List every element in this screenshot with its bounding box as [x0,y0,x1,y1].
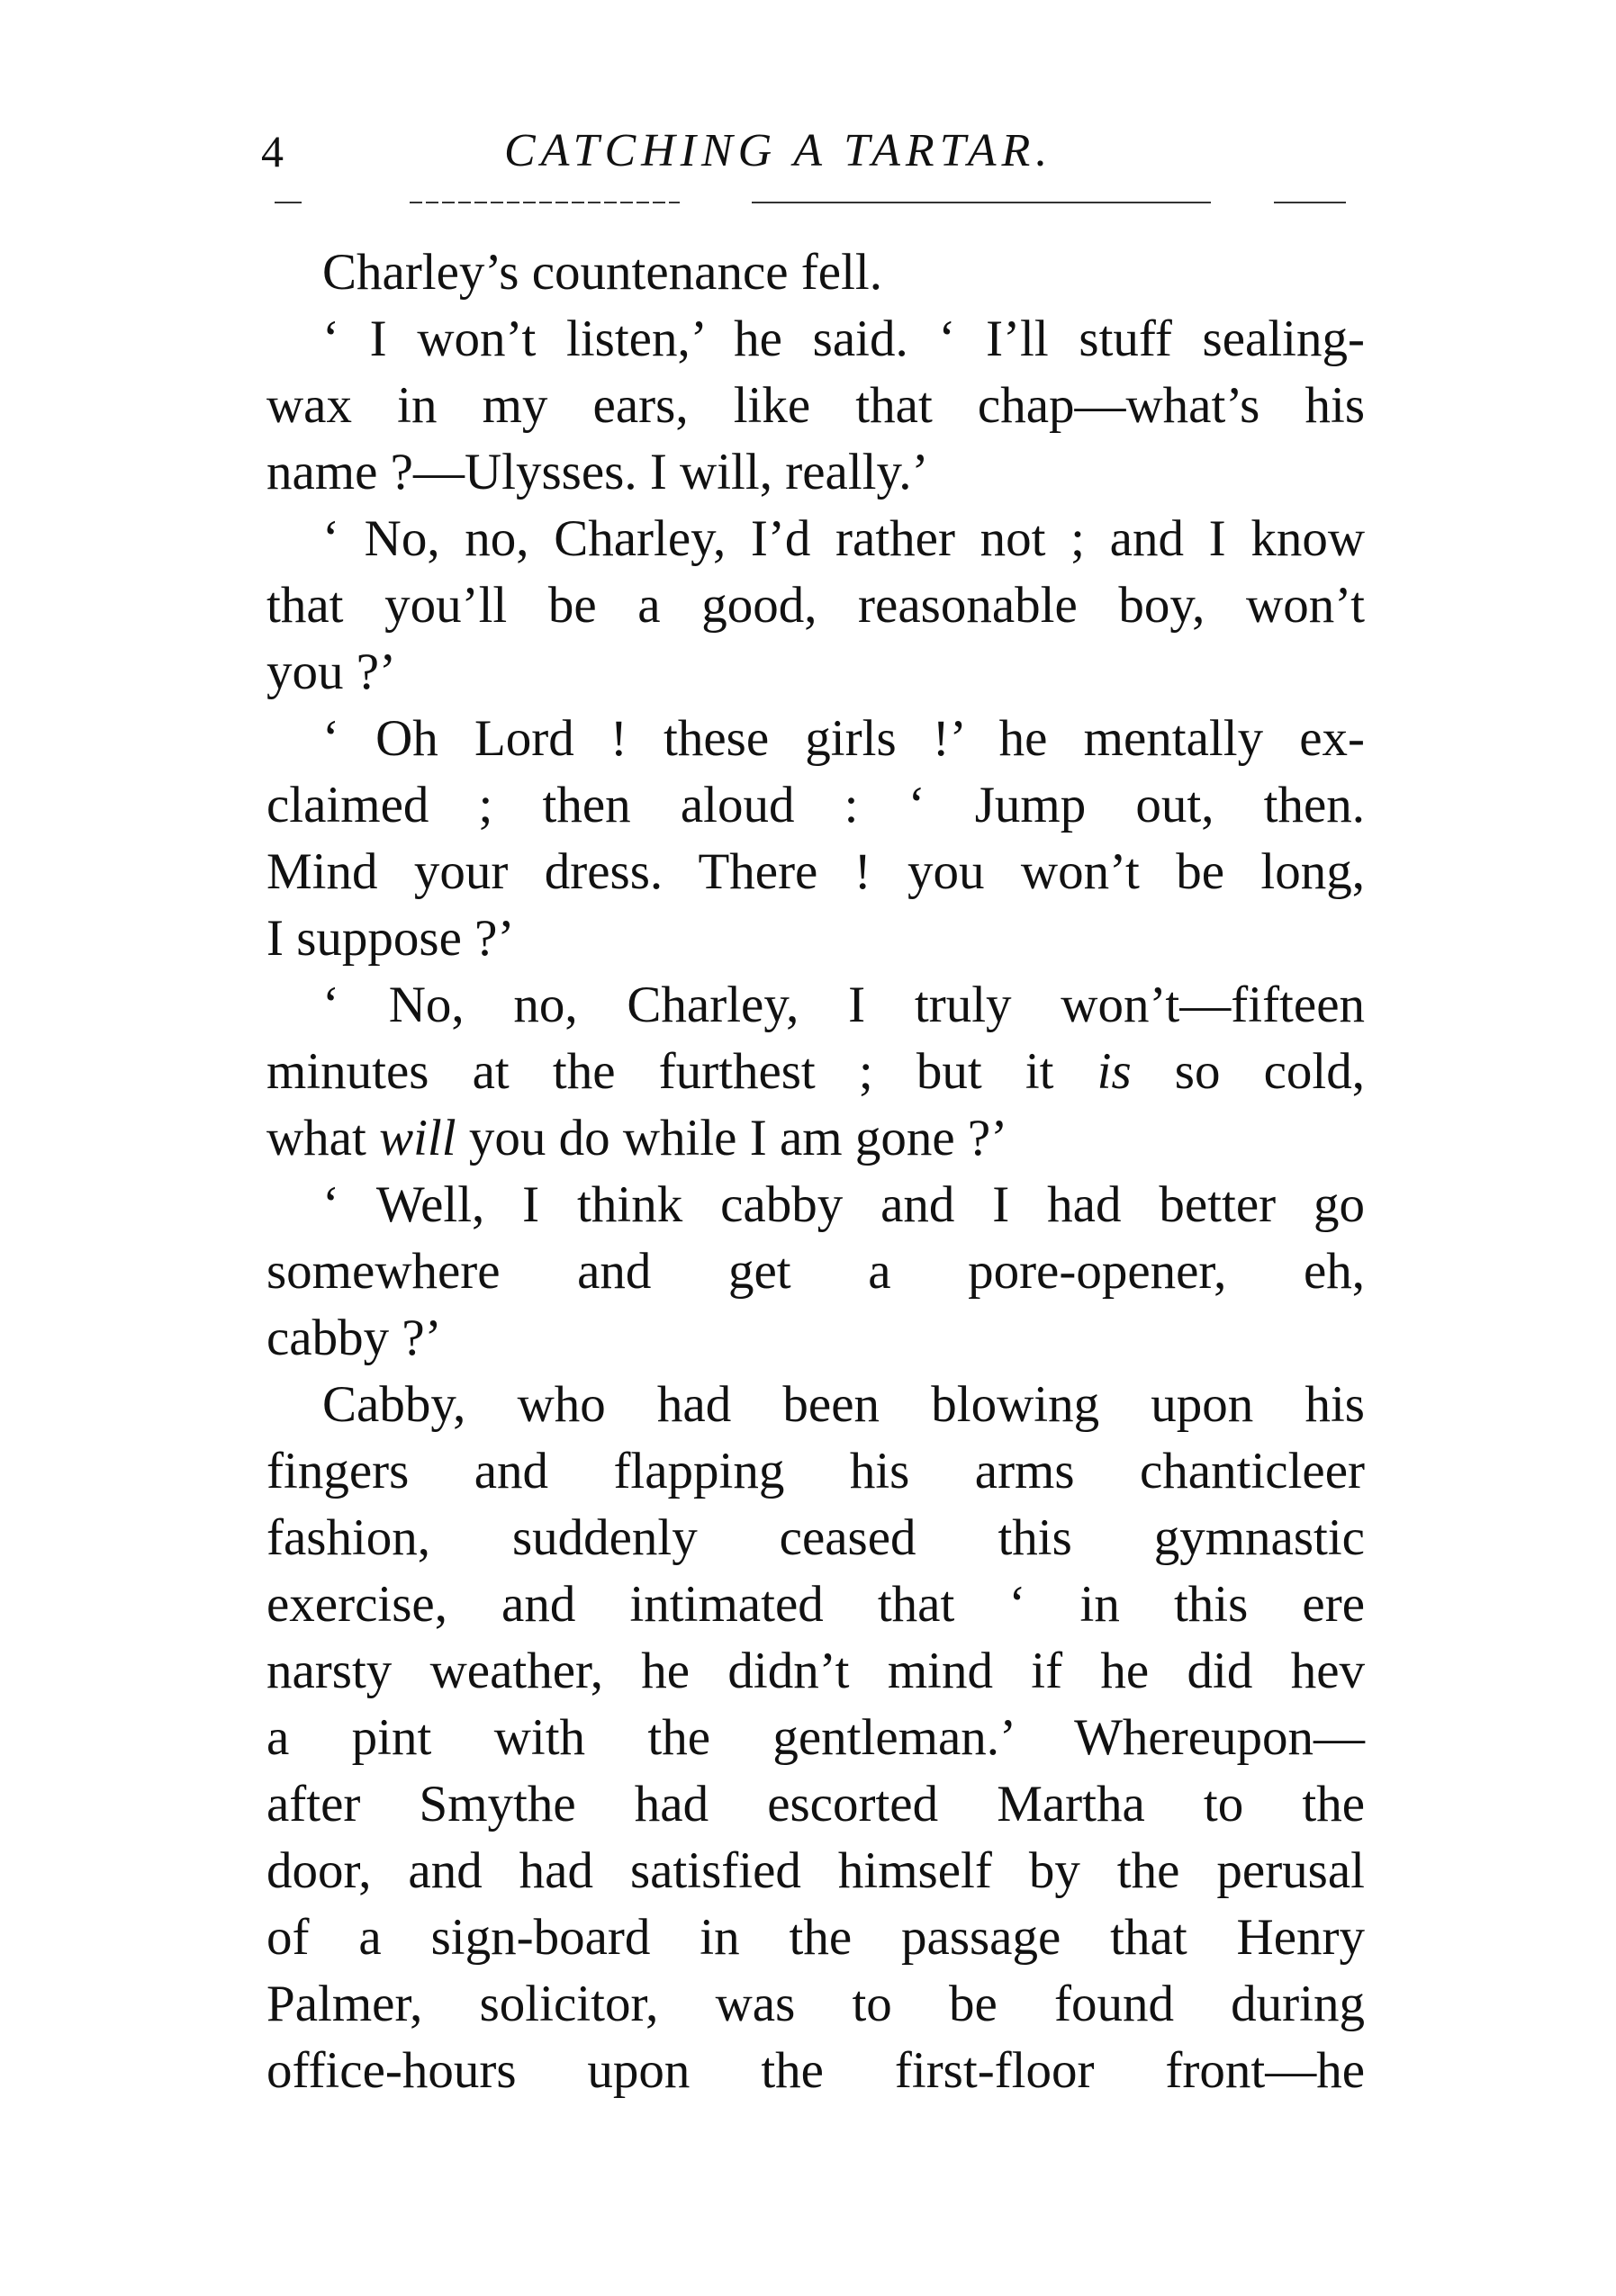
text-line: Charley’s countenance fell. [322,244,882,301]
text-line: exercise, and intimated that ‘ in this ere [266,1576,1365,1633]
page-header [261,115,1368,187]
text-line: what will you do while I am gone ?’ [266,1110,1008,1166]
text-line: you ?’ [266,644,397,700]
text-line: Cabby, who had been blowing upon his [322,1376,1365,1433]
text-line: ‘ I won’t listen,’ he said. ‘ I’ll stuff sealing- [322,311,1365,367]
body-text [266,239,1365,2104]
text-line: a pint with the gentleman.’ Whereupon— [266,1709,1365,1766]
text-line: ‘ No, no, Charley, I truly won’t—fifteen [322,977,1365,1033]
header-rule-segment [275,202,302,203]
text-line: ‘ No, no, Charley, I’d rather not ; and I know [322,510,1365,567]
text-line: I suppose ?’ [266,910,515,967]
text-line: name ?—Ulysses. I will, really.’ [266,444,929,500]
header-rule-segment [410,202,680,203]
text-line: cabby ?’ [266,1310,442,1366]
text-line: wax in my ears, like that chap—what’s his [266,377,1365,434]
text-line: narsty weather, he didn’t mind if he did hev [266,1643,1365,1699]
text-line: ‘ Oh Lord ! these girls !’ he mentally ex- [322,710,1365,767]
text-line: of a sign-board in the passage that Henry [266,1909,1365,1966]
text-line: fashion, suddenly ceased this gymnastic [266,1509,1365,1566]
text-line: minutes at the furthest ; but it is so cold, [266,1043,1365,1100]
text-line: somewhere and get a pore-opener, eh, [266,1243,1365,1300]
text-line: door, and had satisfied himself by the perusal [266,1842,1365,1899]
text-line: ‘ Well, I think cabby and I had better go [322,1176,1365,1233]
header-rule [275,202,1368,207]
text-line: Palmer, solicitor, was to be found during [266,1976,1365,2032]
header-rule-segment [1274,202,1346,203]
text-line: Mind your dress. There ! you won’t be long, [266,843,1365,900]
text-line: that you’ll be a good, reasonable boy, won’t [266,577,1365,634]
running-head: CATCHING A TARTAR. [504,125,1053,176]
page-number: 4 [261,126,284,176]
text-line: claimed ; then aloud : ‘ Jump out, then. [266,777,1365,833]
text-line: after Smythe had escorted Martha to the [266,1776,1365,1832]
text-line: fingers and flapping his arms chanticleer [266,1443,1365,1499]
header-rule-segment [752,202,1211,203]
text-line: office-hours upon the first-floor front—he [266,2042,1365,2099]
